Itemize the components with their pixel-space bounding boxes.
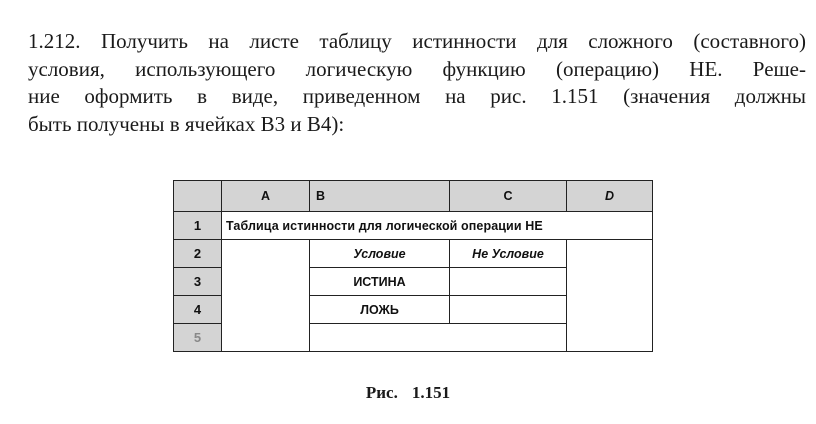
cell-b4-false: ЛОЖЬ [310,296,450,324]
cell-b3-true: ИСТИНА [310,268,450,296]
problem-line-2: условия, использующего логическую функцию (операцию) НЕ. Реше- [28,56,806,81]
spreadsheet-figure [173,180,653,352]
column-header-c: C [450,181,567,212]
column-header-d: D [567,181,653,212]
cell-b2-condition-header: Условие [310,240,450,268]
row-header-2: 2 [174,240,222,268]
problem-text [28,28,806,138]
cell-d2-d5 [567,240,653,352]
column-header-a: A [222,181,310,212]
problem-line-1: 1.212. Получить на листе таблицу истинности для сложного (составного) [28,29,806,53]
problem-number: 1.212. [28,29,81,53]
figure-caption [0,383,816,403]
cell-c2-not-condition-header: Не Условие [450,240,567,268]
cell-b5-empty [310,324,450,352]
row-header-3: 3 [174,268,222,296]
caption-number: 1.151 [411,383,451,402]
row-header-4: 4 [174,296,222,324]
caption-label: Рис. [365,383,398,402]
problem-line-3: ние оформить в виде, приведенном на рис. 1.151 (значения должны [28,84,806,108]
table-title-cell: Таблица истинности для логической операции НЕ [222,212,653,240]
cell-c5-empty [450,324,567,352]
problem-line-4: быть получены в ячейках B3 и B4): [28,111,345,136]
column-header-b: B [310,181,450,212]
row-header-5: 5 [174,324,222,352]
cell-c3-empty [450,268,567,296]
row-header-1: 1 [174,212,222,240]
cell-c4-empty [450,296,567,324]
cell-a2-a5 [222,240,310,352]
corner-cell [174,181,222,212]
